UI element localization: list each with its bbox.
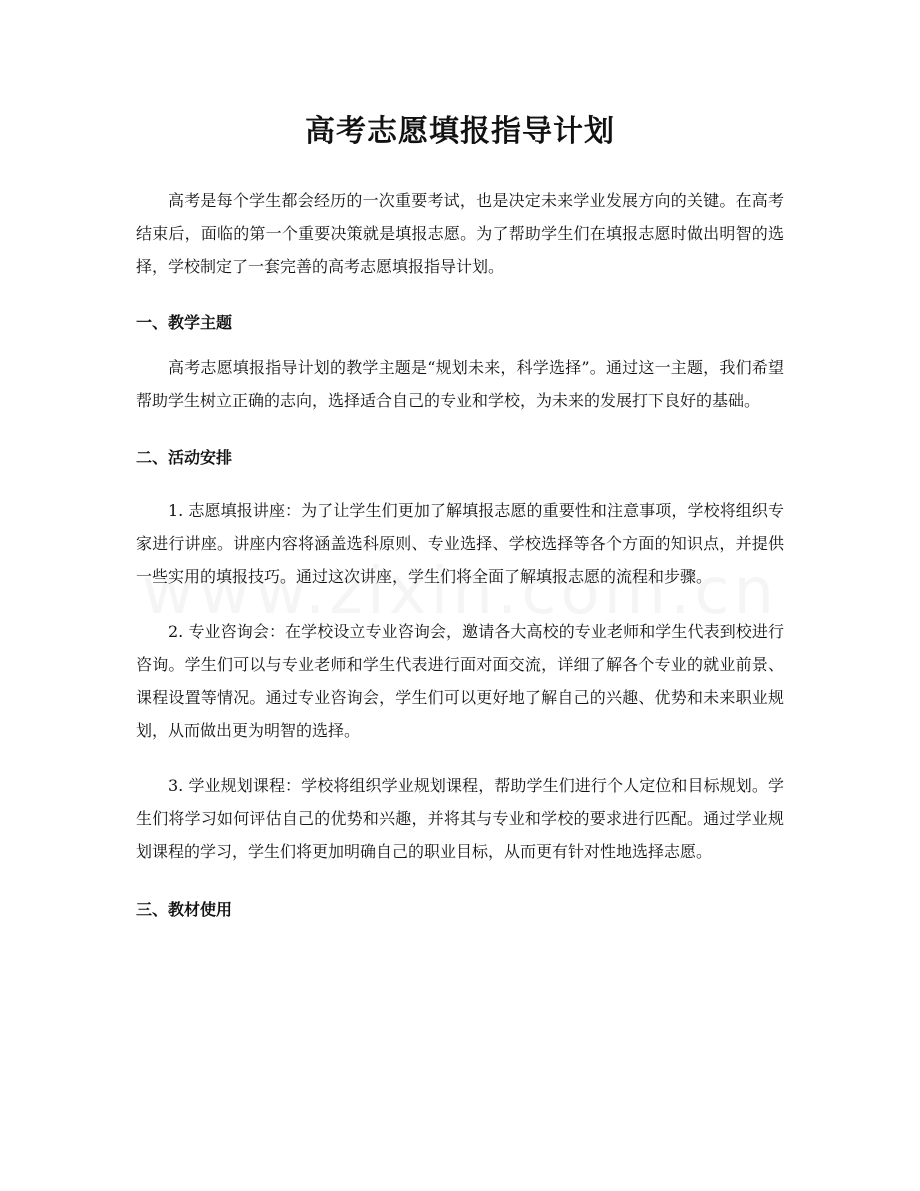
section-heading-teaching-theme: 一、教学主题 [136, 313, 233, 332]
teaching-theme-paragraph: 高考志愿填报指导计划的教学主题是“规划未来，科学选择”。通过这一主题，我们希望帮助学生树立正确的志向，选择适合自己的专业和学校，为未来的发展打下良好的基础。 [136, 358, 784, 410]
activity-item-planning-course: 3. 学业规划课程：学校将组织学业规划课程，帮助学生们进行个人定位和目标规划。学生们将学习如何评估自己的优势和兴趣，并将其与专业和学校的要求进行匹配。通过学业规划课程的学习，学生们将更加明确自己的职业目标，从而更有针对性地选择志愿。 [136, 776, 784, 861]
section-heading-activity-arrangement: 二、活动安排 [136, 448, 233, 467]
section-heading-textbook-usage: 三、教材使用 [136, 900, 233, 919]
intro-paragraph: 高考是每个学生都会经历的一次重要考试，也是决定未来学业发展方向的关键。在高考结束后，面临的第一个重要决策就是填报志愿。为了帮助学生们在填报志愿时做出明智的选择，学校制定了一套完善的高考志愿填报指导计划。 [136, 191, 784, 276]
activity-item-lecture: 1. 志愿填报讲座：为了让学生们更加了解填报志愿的重要性和注意事项，学校将组织专家进行讲座。讲座内容将涵盖选科原则、专业选择、学校选择等各个方面的知识点，并提供一些实用的填报技巧。通过这次讲座，学生们将全面了解填报志愿的流程和步骤。 [136, 501, 784, 586]
document-title: 高考志愿填报指导计划 [305, 114, 615, 149]
activity-item-consultation: 2. 专业咨询会：在学校设立专业咨询会，邀请各大高校的专业老师和学生代表到校进行咨询。学生们可以与专业老师和学生代表进行面对面交流，详细了解各个专业的就业前景、课程设置等情况。通过专业咨询会，学生们可以更好地了解自己的兴趣、优势和未来职业规划，从而做出更为明智的选择。 [136, 622, 784, 740]
